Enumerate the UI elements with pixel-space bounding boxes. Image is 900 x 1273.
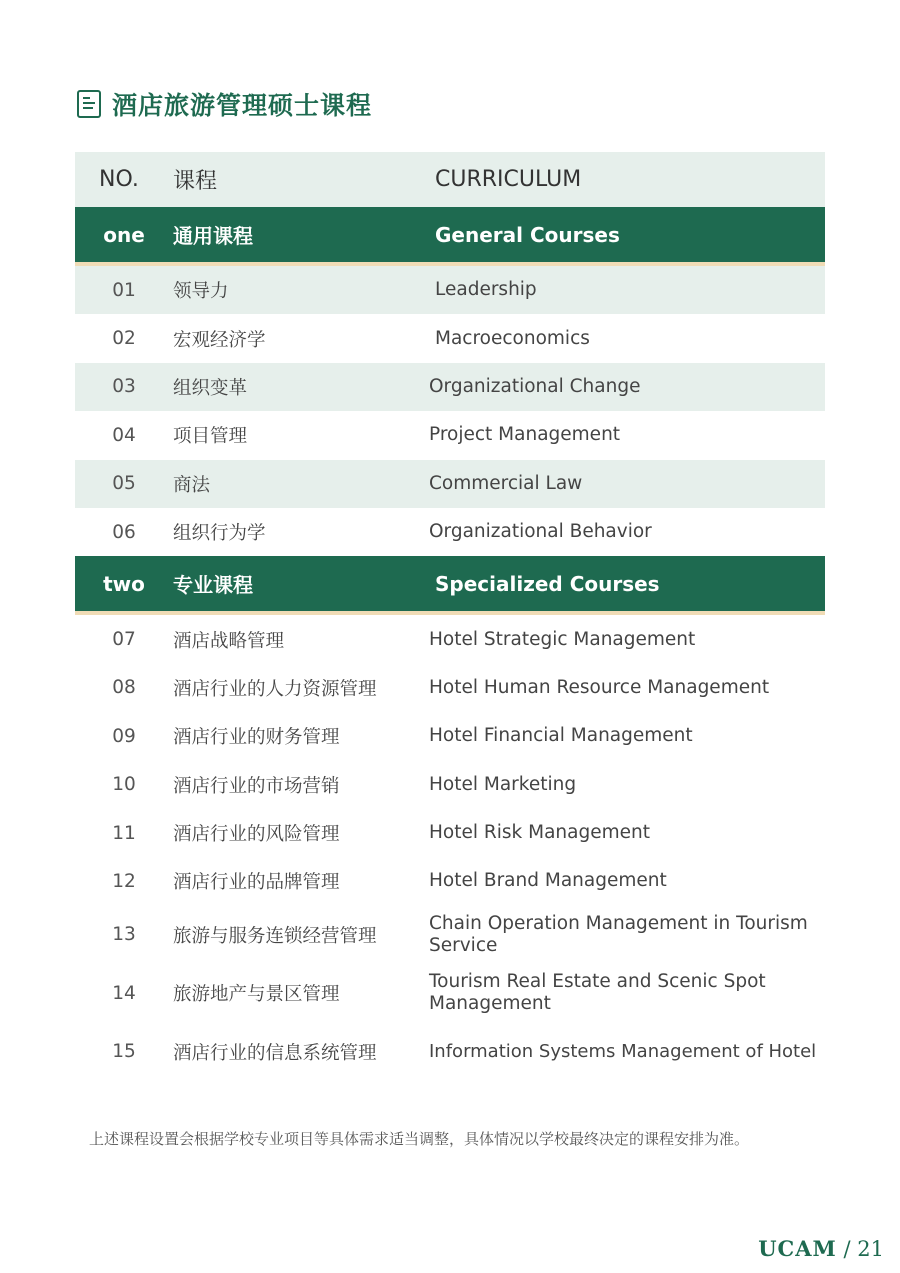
table-row xyxy=(75,712,825,760)
table-row xyxy=(75,615,825,663)
course-cn: 酒店战略管理 xyxy=(173,630,285,652)
course-cn: 宏观经济学 xyxy=(173,329,266,351)
course-no: 04 xyxy=(112,424,136,446)
course-no: 06 xyxy=(112,521,136,543)
table-row xyxy=(75,761,825,809)
table-row xyxy=(75,964,825,1023)
course-cn: 旅游与服务连锁经营管理 xyxy=(173,925,377,947)
course-no: 15 xyxy=(112,1041,136,1063)
course-en: Hotel Marketing xyxy=(429,773,577,795)
footnote: 上述课程设置会根据学校专业项目等具体需求适当调整，具体情况以学校最终决定的课程安排为准。 xyxy=(89,1130,750,1148)
course-cn: 领导力 xyxy=(173,281,229,303)
course-cn: 酒店行业的品牌管理 xyxy=(173,872,340,894)
table-header xyxy=(75,152,825,207)
course-cn: 酒店行业的信息系统管理 xyxy=(173,1042,377,1064)
page-title: 酒店旅游管理硕士课程 xyxy=(112,91,373,120)
course-en: Chain Operation Management in Tourism Service xyxy=(429,912,808,956)
table-row xyxy=(75,508,825,556)
course-no: 10 xyxy=(112,774,136,796)
page-title-row xyxy=(76,86,372,122)
header-cn: 课程 xyxy=(173,169,218,194)
course-en: Tourism Real Estate and Scenic Spot Management xyxy=(429,971,766,1015)
course-en: Hotel Risk Management xyxy=(429,822,650,844)
course-no: 01 xyxy=(112,279,136,301)
table-row xyxy=(75,266,825,314)
section-cn: 专业课程 xyxy=(173,573,253,598)
table-row xyxy=(75,460,825,508)
course-en: Hotel Brand Management xyxy=(429,870,667,892)
course-cn: 项目管理 xyxy=(173,426,248,448)
course-en: Hotel Strategic Management xyxy=(429,628,696,650)
course-en: Information Systems Management of Hotel xyxy=(429,1040,817,1062)
course-cn: 酒店行业的市场营销 xyxy=(173,775,340,797)
course-cn: 酒店行业的风险管理 xyxy=(173,824,340,846)
course-en: Organizational Behavior xyxy=(429,521,652,543)
course-no: 08 xyxy=(112,677,136,699)
table-row xyxy=(75,857,825,905)
table-row xyxy=(75,1023,825,1082)
course-cn: 旅游地产与景区管理 xyxy=(173,984,340,1006)
table-row xyxy=(75,363,825,411)
course-no: 07 xyxy=(112,629,136,651)
brand-logo-text: UCAM xyxy=(758,1236,837,1261)
page-number: 21 xyxy=(857,1237,884,1261)
course-cn: 组织行为学 xyxy=(173,523,266,545)
course-cn: 酒店行业的财务管理 xyxy=(173,727,340,749)
course-en: Organizational Change xyxy=(429,375,641,397)
section-header-specialized xyxy=(75,556,825,615)
course-no: 02 xyxy=(112,328,136,350)
course-en: Hotel Financial Management xyxy=(429,725,693,747)
course-no: 13 xyxy=(112,924,136,946)
course-cn: 商法 xyxy=(173,474,211,496)
table-row xyxy=(75,411,825,459)
course-en: Hotel Human Resource Management xyxy=(429,676,770,698)
course-no: 11 xyxy=(112,822,136,844)
table-row xyxy=(75,664,825,712)
header-en: CURRICULUM xyxy=(435,167,582,192)
section-header-general xyxy=(75,207,825,266)
table-row xyxy=(75,809,825,857)
course-en: Commercial Law xyxy=(429,472,583,494)
course-en: Project Management xyxy=(429,424,621,446)
curriculum-table xyxy=(75,152,825,1081)
course-no: 09 xyxy=(112,725,136,747)
course-cn: 酒店行业的人力资源管理 xyxy=(173,678,377,700)
course-no: 14 xyxy=(112,982,136,1004)
course-en: Macroeconomics xyxy=(435,327,590,349)
course-en: Leadership xyxy=(435,279,537,301)
header-no: NO. xyxy=(99,167,139,192)
page-separator: / xyxy=(843,1237,851,1261)
section-no: one xyxy=(103,222,145,247)
section-no: two xyxy=(103,571,145,596)
table-row xyxy=(75,906,825,965)
course-cn: 组织变革 xyxy=(173,377,248,399)
document-icon xyxy=(76,89,102,119)
section-en: General Courses xyxy=(435,222,620,247)
section-en: Specialized Courses xyxy=(435,571,660,596)
page-number-mark xyxy=(758,1236,884,1261)
table-row xyxy=(75,314,825,362)
course-no: 05 xyxy=(112,473,136,495)
section-cn: 通用课程 xyxy=(173,224,253,248)
course-no: 12 xyxy=(112,870,136,892)
course-no: 03 xyxy=(112,376,136,398)
